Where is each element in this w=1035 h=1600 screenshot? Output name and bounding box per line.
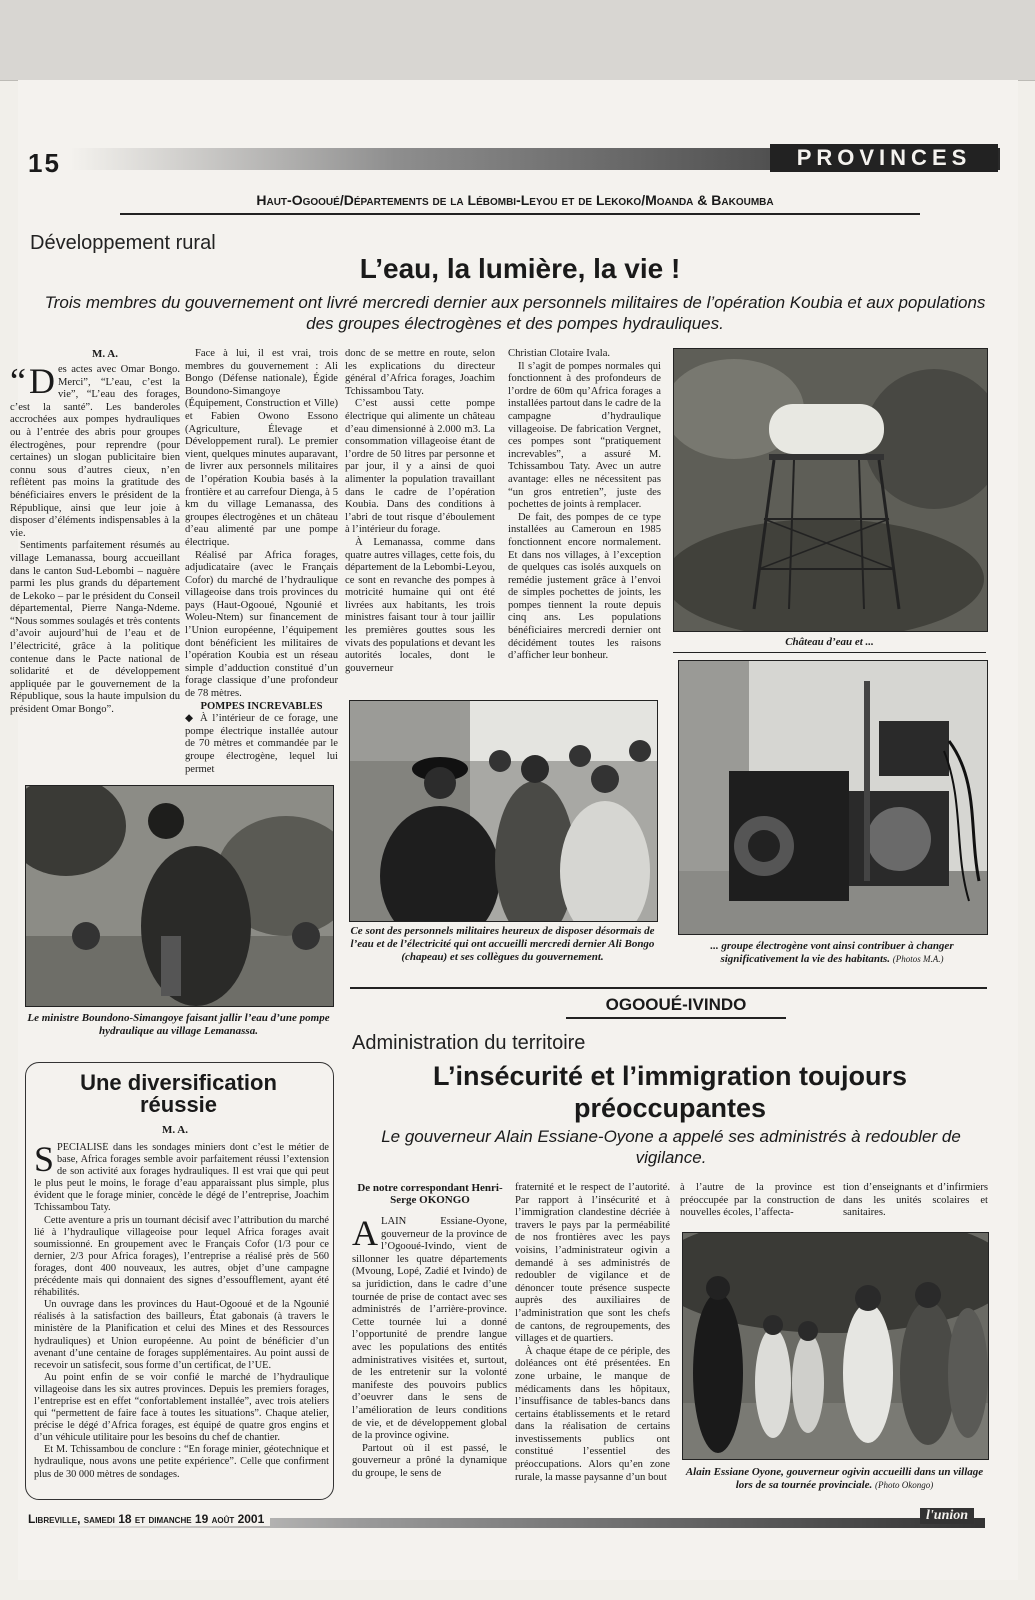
caption-water-tower: Château d’eau et ... bbox=[785, 636, 874, 648]
paragraph: ◆ À l’intérieur de ce forage, une pompe électrique installée autour de 70 mètres et commandée par le groupe électrogène, lequel lui permet bbox=[185, 713, 338, 775]
paragraph: Face à lui, il est vrai, trois membres du gouvernement : Ali Bongo (Défense nationale), Égide Boundono-Simangoye (Équipement, Construction et Ville) et Fabien Owono Essono (Agriculture, Élevage et Développement rural). Le premier vient, quelques minutes auparavant, de livrer aux personnels militaires de l’opération Koubia basés à la frontière et au carrefour Dienga, à 5 km du village Lemanassa, des groupes électrogènes et un château d’eau alimenté par une pompe électrique. bbox=[185, 348, 338, 548]
paragraph: Partout où il est passé, le gouverneur a prôné la dynamique du groupe, le sens de bbox=[352, 1442, 507, 1479]
paragraph: À Lemanassa, comme dans quatre autres villages, cette fois, du département de la Lebombi-Leyou, ce sont en revanche des pompes à motricité humaine qui ont été livrées aux habitants, les trois ministres faisant tour à tour jaillir les premières gouttes sous les vivats des populations et devant les autorités locales, dont le gouverneur bbox=[345, 536, 495, 674]
article1-col3 bbox=[345, 348, 495, 698]
dropcap: A bbox=[352, 1216, 378, 1253]
sidebar-text bbox=[34, 1142, 329, 1492]
scan-top-band bbox=[0, 0, 1035, 81]
paragraph: Christian Clotaire Ivala. bbox=[508, 348, 611, 359]
photo-minister bbox=[25, 785, 334, 1007]
article1-section: Développement rural bbox=[30, 232, 216, 254]
generator-image bbox=[679, 661, 987, 934]
paragraph: Réalisé par Africa forages, adjudicataire (avec le Français Cofor) du marché de l’hydraulique villageoise dans trois provinces du pays (Haut-Ogooué, Ngounié et Woleu-Ntem) sur financement de l’Union européenne, l’équipement dont bénéficient les militaires de l’opération Koubia est un réseau simple d’adduction constitué d’un forage classique d’une profondeur de 78 mètres. bbox=[185, 549, 338, 700]
water-tower-image bbox=[674, 349, 987, 631]
paragraph: es actes avec Omar Bongo. Merci”, “L’eau, c’est la vie”, “L’eau des forages, c’est la santé”. Les banderoles accrochées aux pompes hydrauliques ou à l’entrée des abris pour groupes électrogènes, pour reprendre (pour certaines) un slogan publicitaire bien connu sous d’autres cieux, n’en reflètent pas moins la gratitude des bénéficiaires envers le président de la République, ainsi que leur joie à disposer d’éléments indispensables à la vie. bbox=[10, 364, 180, 539]
paragraph: LAIN Essiane-Oyone, gouverneur de la province de l’Ogooué-Ivindo, vient de sillonner les quatre départements (Mvoung, Lopé, Zadié et Ivindo) de sa juridiction, dans le cadre d’une tournée de prise de contact avec ses administrés de l’arrière-province. Cette tournée lui a donné l’opportunité de prendre langue avec les populations des entités administratives visitées et, surtout, de les entretenir sur la volonté manifeste des pouvoirs publics d’oeuvrer dans le sens de l’amélioration de leurs conditions de vie, et de développement global de la province ogivine. bbox=[352, 1216, 507, 1442]
article1-headline: L’eau, la lumière, la vie ! bbox=[359, 253, 681, 284]
heading-rule bbox=[120, 213, 920, 215]
photo-credit: (Photos M.A.) bbox=[892, 954, 944, 964]
article1-col1 bbox=[10, 364, 180, 784]
photo-soldiers bbox=[349, 700, 658, 922]
minister-image bbox=[26, 786, 333, 1006]
paragraph: Et M. Tchissambou de conclure : “En forage minier, géotechnique et hydraulique, nous avons une petite expérience”. Celle que confirment plus de 30 000 mètres de sondages. bbox=[34, 1444, 329, 1480]
paragraph: Au point enfin de se voir confié le marché de l’hydraulique villageoise dans les six autres provinces. Depuis les premiers forages, l’entreprise est en effet “confortablement installée”, avec trois ateliers qui “permettent de faire face à toutes les situations”. Chaque atelier, précise le dégé d’Africa forages, est équipé de quatre gros engins et d’un véhicule utilitaire pour les besoins du chef de chantier. bbox=[34, 1371, 329, 1444]
governor-image bbox=[683, 1233, 988, 1459]
caption-generator bbox=[676, 940, 988, 966]
photo-generator bbox=[678, 660, 988, 935]
divider bbox=[673, 652, 986, 653]
newspaper-logo: l'union bbox=[920, 1508, 974, 1524]
article2-deck: Le gouverneur Alain Essiane-Oyone a appelé ses administrés à redoubler de vigilance. bbox=[381, 1127, 961, 1167]
caption-governor bbox=[682, 1466, 987, 1492]
dropcap-quote: “ bbox=[10, 364, 26, 401]
article1-byline: M. A. bbox=[92, 348, 118, 360]
sidebar-title: Une diversification réussie bbox=[80, 1070, 277, 1117]
article2-top-rule bbox=[350, 987, 987, 989]
article2-section: Administration du territoire bbox=[352, 1032, 586, 1054]
paragraph: À chaque étape de ce périple, des doléances ont été présentées. En zone urbaine, le manque de médicaments dans les hôpitaux, l’insuffisance de tables-bancs dans certains établissements et le retard dans la réalisation de certains investissements publics ont constitué l’essentiel des préoccupations. Alors qu’en zone rurale, la masse paysanne d’un bout bbox=[515, 1345, 670, 1483]
dropcap: D bbox=[28, 364, 55, 401]
caption-text: Alain Essiane Oyone, gouverneur ogivin accueilli dans un village lors de sa tournée provinciale. bbox=[685, 1466, 984, 1491]
paragraph: fraternité et le respect de l’autorité. Par rapport à l’insécurité et à l’immigration clandestine décriée à travers le pays par la perméabilité de nos frontières avec les pays voisins, l’administrateur ogivin a demandé à ses administrés de redoubler de vigilance et de dénoncer toute présence suspecte auprès des auxiliaires de l’administration que sont les chefs de cantons, de regroupements, des villages et de quartiers. bbox=[515, 1182, 670, 1345]
paragraph: donc de se mettre en route, selon les explications du directeur général d’Africa forages, Joachim Tchissambou Taty. bbox=[345, 348, 495, 397]
soldiers-image bbox=[350, 701, 657, 921]
photo-credit: (Photo Okongo) bbox=[875, 1480, 934, 1490]
dropcap: S bbox=[34, 1142, 55, 1179]
article2-rubric: OGOOUÉ-IVINDO bbox=[605, 995, 747, 1014]
article2-col4 bbox=[843, 1182, 988, 1220]
paragraph: C’est aussi cette pompe électrique qui alimente un château d’eau dimensionné à 2.000 m3. La consommation villageoise étant de l’ordre de 50 litres par personne et par jour, il y a ainsi de quoi alimenter la population travaillant dans le cadre de l’opération Koubia. Dans des conditions à l’abri de tout risque d’éboulement à l’intérieur du forage. bbox=[345, 398, 495, 536]
dateline-heading: Haut-Ogooué/Départements de la Lébombi-Leyou et de Lekoko/Moanda & Bakoumba bbox=[256, 192, 774, 208]
article2-col2 bbox=[515, 1182, 670, 1492]
caption-text: ... groupe électrogène vont ainsi contribuer à changer significativement la vie des habitants. bbox=[710, 940, 954, 965]
article1-deck: Trois membres du gouvernement ont livré mercredi dernier aux personnels militaires de l’opération Koubia et aux populations des groupes électrogènes et des pompes hydrauliques. bbox=[44, 293, 986, 333]
subhead: POMPES INCREVABLES bbox=[200, 700, 323, 712]
caption-minister: Le ministre Boundono-Simangoye faisant jallir l’eau d’une pompe hydraulique au village Lemanassa. bbox=[27, 1012, 330, 1037]
paragraph: tion d’enseignants et d’infirmiers dans les unités scolaires et sanitaires. bbox=[843, 1182, 988, 1219]
paragraph: Un ouvrage dans les provinces du Haut-Ogooué et de la Ngounié réalisés à la satisfaction des bailleurs, État gabonais (à travers le ministère de la Planification et celui des Mines et des Ressources hydrauliques) et Union européenne. Au point de bénéficier d’un avenant d’une centaine de forages supplémentaires. Au point aussi de recevoir un satisfecit, sous forme d’un certificat, de l’UE. bbox=[34, 1299, 329, 1371]
photo-governor bbox=[682, 1232, 989, 1460]
article2-col1 bbox=[352, 1216, 507, 1492]
article1-col4 bbox=[508, 348, 661, 698]
article2-headline: L’insécurité et l’immigration toujours préoccupantes bbox=[432, 1061, 908, 1123]
paragraph: Il s’agit de pompes normales qui fonctionnent à des profondeurs de l’ordre de 60m qu’Africa forages a installées partout dans le cadre de la campagne d’hydraulique villageoise. De fabrication Vergnet, ces pompes sont “pratiquement increvables”, a assuré M. Tchissambou Taty. Avec un autre avantage: elles ne nécessitent pas “un gros entretien”, juste des pochettes de joints à remplacer. bbox=[508, 360, 661, 511]
paragraph: PECIALISÉ dans les sondages miniers dont c’est le métier de base, Africa forages semble avoir parfaitement réussi l’extension de son activité aux forages hydrauliques. Il est vrai que qui peut le plus peut le moins, le forage d’eau apparaissant plus simple, plus évident que le forage minier, concède le dégé de l’entreprise, Joachim Tchissambou Taty. bbox=[34, 1142, 329, 1214]
paragraph: Sentiments parfaitement résumés au village Lemanassa, bourg accueillant dans le canton Sud-Lebombi – naguère parmi les plus grands du département de Lekoko – par le président du Conseil départemental, Pierre Nanga-Ndeme. “Nous sommes soulagés et très contents d’avoir aujourd’hui de l’eau et de l’électricité, grâce à la politique contenue dans le Pacte national de solidarité et de développement appliquée par le gouvernement de la République, sous la haute impulsion du président Omar Bongo”. bbox=[10, 540, 180, 716]
footer-dateline: Libreville, samedi 18 et dimanche 19 août 2001 bbox=[28, 1512, 270, 1526]
article2-col3 bbox=[680, 1182, 835, 1220]
paragraph: De fait, des pompes de ce type installées au Cameroun en 1985 fonctionnent encore normalement. Et dans nos villages, à l’exception de quelques cas isolés auxquels on remédie justement grâce à l’envoi de simples pochettes de joints, les pompes tiennent la route depuis cinq ans. Les populations bénéficiaires mercredi dernier ont décidément toutes les raisons d’afficher leur bonheur. bbox=[508, 511, 661, 662]
sidebar-byline: M. A. bbox=[162, 1124, 188, 1136]
rubric-underline bbox=[566, 1017, 786, 1019]
photo-water-tower bbox=[673, 348, 988, 632]
caption-soldiers: Ce sont des personnels militaires heureux de disposer désormais de l’eau et de l’électricité qui ont accueilli mercredi dernier Ali Bongo (chapeau) et ses collègues du gouvernement. bbox=[350, 925, 655, 963]
page-number: 15 bbox=[28, 148, 61, 178]
article1-col2 bbox=[185, 348, 338, 788]
rubric-label: PROVINCES bbox=[770, 144, 998, 172]
article2-byline: De notre correspondant Henri-Serge OKONGO bbox=[357, 1182, 503, 1206]
paragraph: à l’autre de la province est préoccupée par la construction de nouvelles écoles, l’affecta- bbox=[680, 1182, 835, 1219]
paragraph: Cette aventure a pris un tournant décisif avec l’attribution du marché lié à l’hydraulique villageoise pour lequel Africa forages avait soumissionné. En groupement avec le Français Cofor (1/3 pour ce dernier, 2/3 pour Africa forages), l’entreprise a réalisé près de 560 forages, dont 400 nouveaux, les autres, objet d’une campagne précédente mais qui donnaient des signes d’essoufflement, ayant été réhabilités. bbox=[34, 1214, 329, 1299]
